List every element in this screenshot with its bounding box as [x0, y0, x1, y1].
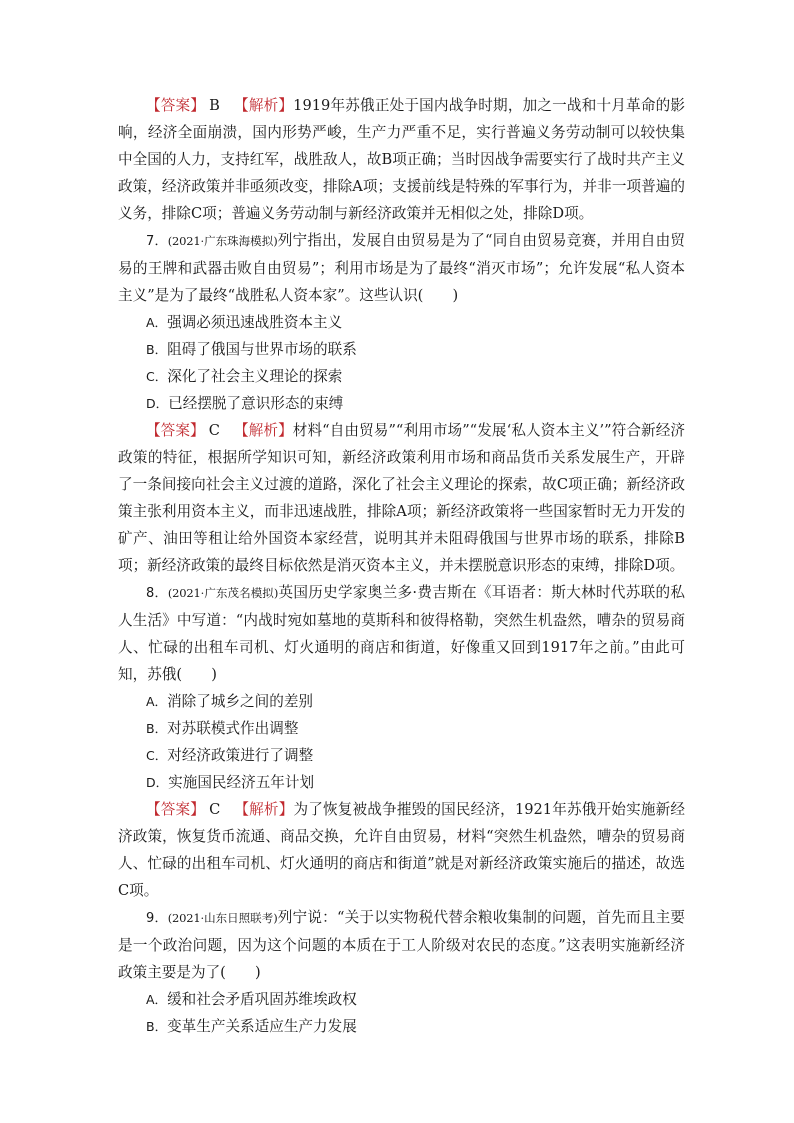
- option-text: 实施国民经济五年计划: [168, 774, 315, 791]
- option-d[interactable]: [118, 390, 685, 417]
- analysis-tag: 【解析】: [233, 422, 293, 439]
- option-letter: A．: [146, 992, 168, 1007]
- question-text: 列宁说：“关于以实物税代替余粮收集制的问题，首先而且主要是一个政治问题，因为这个问题的本质在于工人阶级对农民的态度。”这表明实施新经济政策主要是为了( ): [118, 909, 685, 981]
- option-letter: C．: [146, 748, 168, 763]
- question-source: (2021·广东珠海模拟): [167, 234, 278, 248]
- option-c[interactable]: [118, 742, 685, 769]
- answer-block-q6: [118, 92, 685, 227]
- question-source: (2021·山东日照联考): [167, 911, 278, 925]
- option-a[interactable]: [118, 309, 685, 336]
- option-text: 消除了城乡之间的差别: [167, 693, 314, 710]
- question-8-options: [118, 688, 685, 796]
- option-text: 对经济政策进行了调整: [167, 747, 314, 764]
- answer-letter: C: [209, 801, 221, 818]
- question-9-options: [118, 986, 685, 1040]
- answer-tag: 【答案】: [146, 422, 205, 439]
- option-letter: C．: [146, 369, 168, 384]
- option-text: 强调必须迅速战胜资本主义: [167, 314, 343, 331]
- option-letter: A．: [146, 694, 168, 709]
- option-a[interactable]: [118, 688, 685, 715]
- option-letter: D．: [146, 396, 169, 411]
- question-number: 7．: [146, 234, 168, 249]
- question-number: 9．: [146, 911, 168, 926]
- answer-letter: C: [208, 422, 220, 439]
- option-text: 对苏联模式作出调整: [167, 720, 299, 737]
- answer-block-q8: [118, 796, 685, 904]
- option-text: 已经摆脱了意识形态的束缚: [168, 395, 344, 412]
- question-text: 英国历史学家奥兰多·费吉斯在《耳语者：斯大林时代苏联的私人生活》中写道：“内战时宛如墓地的莫斯科和彼得格勒，突然生机盎然，嘈杂的贸易商人、忙碌的出租车司机、灯火通明的商店和街道，好像重又回到1917年之前。”由此可知，苏俄( ): [118, 584, 685, 683]
- option-letter: B．: [146, 721, 168, 736]
- option-c[interactable]: [118, 363, 685, 390]
- option-text: 变革生产关系适应生产力发展: [167, 1018, 357, 1035]
- option-d[interactable]: [118, 769, 685, 796]
- option-letter: B．: [146, 1019, 168, 1034]
- answer-block-q7: [118, 417, 685, 579]
- answer-letter: B: [209, 97, 220, 114]
- analysis-text: 1919年苏俄正处于国内战争时期，加之一战和十月革命的影响，经济全面崩溃，国内形势严峻，生产力严重不足，实行普遍义务劳动制可以较快集中全国的人力，支持红军，战胜敌人，故B项正确；当时因战争需要实行了战时共产主义政策，经济政策并非亟须改变，排除A项；支援前线是特殊的军事行为，并非一项普遍的义务，排除C项；普遍义务劳动制与新经济政策并无相似之处，排除D项。: [118, 97, 685, 222]
- analysis-text: 为了恢复被战争摧毁的国民经济，1921年苏俄开始实施新经济政策，恢复货币流通、商品交换，允许自由贸易，材料“突然生机盎然，嘈杂的贸易商人、忙碌的出租车司机、灯火通明的商店和街道”就是对新经济政策实施后的描述，故选C项。: [118, 801, 685, 899]
- analysis-tag: 【解析】: [234, 801, 294, 818]
- analysis-tag: 【解析】: [233, 97, 294, 114]
- option-b[interactable]: [118, 1013, 685, 1040]
- analysis-text: 材料“自由贸易”“利用市场”“发展‘私人资本主义’”符合新经济政策的特征，根据所学知识可知，新经济政策利用市场和商品货币关系发展生产，开辟了一条间接向社会主义过渡的道路，深化了社会主义理论的探索，故C项正确；新经济政策主张利用资本主义，而非迅速战胜，排除A项；新经济政策将一些国家暂时无力开发的矿产、油田等租让给外国资本家经营，说明其并未阻碍俄国与世界市场的联系，排除B项；新经济政策的最终目标依然是消灭资本主义，并未摆脱意识形态的束缚，排除D项。: [118, 422, 685, 574]
- option-letter: A．: [146, 315, 168, 330]
- option-text: 阻碍了俄国与世界市场的联系: [167, 341, 357, 358]
- question-text: 列宁指出，发展自由贸易是为了“同自由贸易竞赛，并用自由贸易的王牌和武器击败自由贸易”；利用市场是为了最终“消灭市场”；允许发展“私人资本主义”是为了最终“战胜私人资本家”。这些认识( ): [118, 232, 685, 304]
- question-number: 8．: [146, 586, 168, 601]
- question-9-stem: [118, 904, 685, 986]
- option-b[interactable]: [118, 336, 685, 363]
- answer-tag: 【答案】: [146, 97, 206, 114]
- page-content: [118, 92, 685, 1040]
- question-7-stem: [118, 227, 685, 309]
- option-a[interactable]: [118, 986, 685, 1013]
- question-8-stem: [118, 579, 685, 688]
- answer-tag: 【答案】: [146, 801, 206, 818]
- option-text: 深化了社会主义理论的探索: [167, 368, 343, 385]
- option-letter: B．: [146, 342, 168, 357]
- option-b[interactable]: [118, 715, 685, 742]
- question-source: (2021·广东茂名模拟): [167, 586, 279, 600]
- question-7-options: [118, 309, 685, 417]
- option-text: 缓和社会矛盾巩固苏维埃政权: [167, 991, 357, 1008]
- option-letter: D．: [146, 775, 169, 790]
